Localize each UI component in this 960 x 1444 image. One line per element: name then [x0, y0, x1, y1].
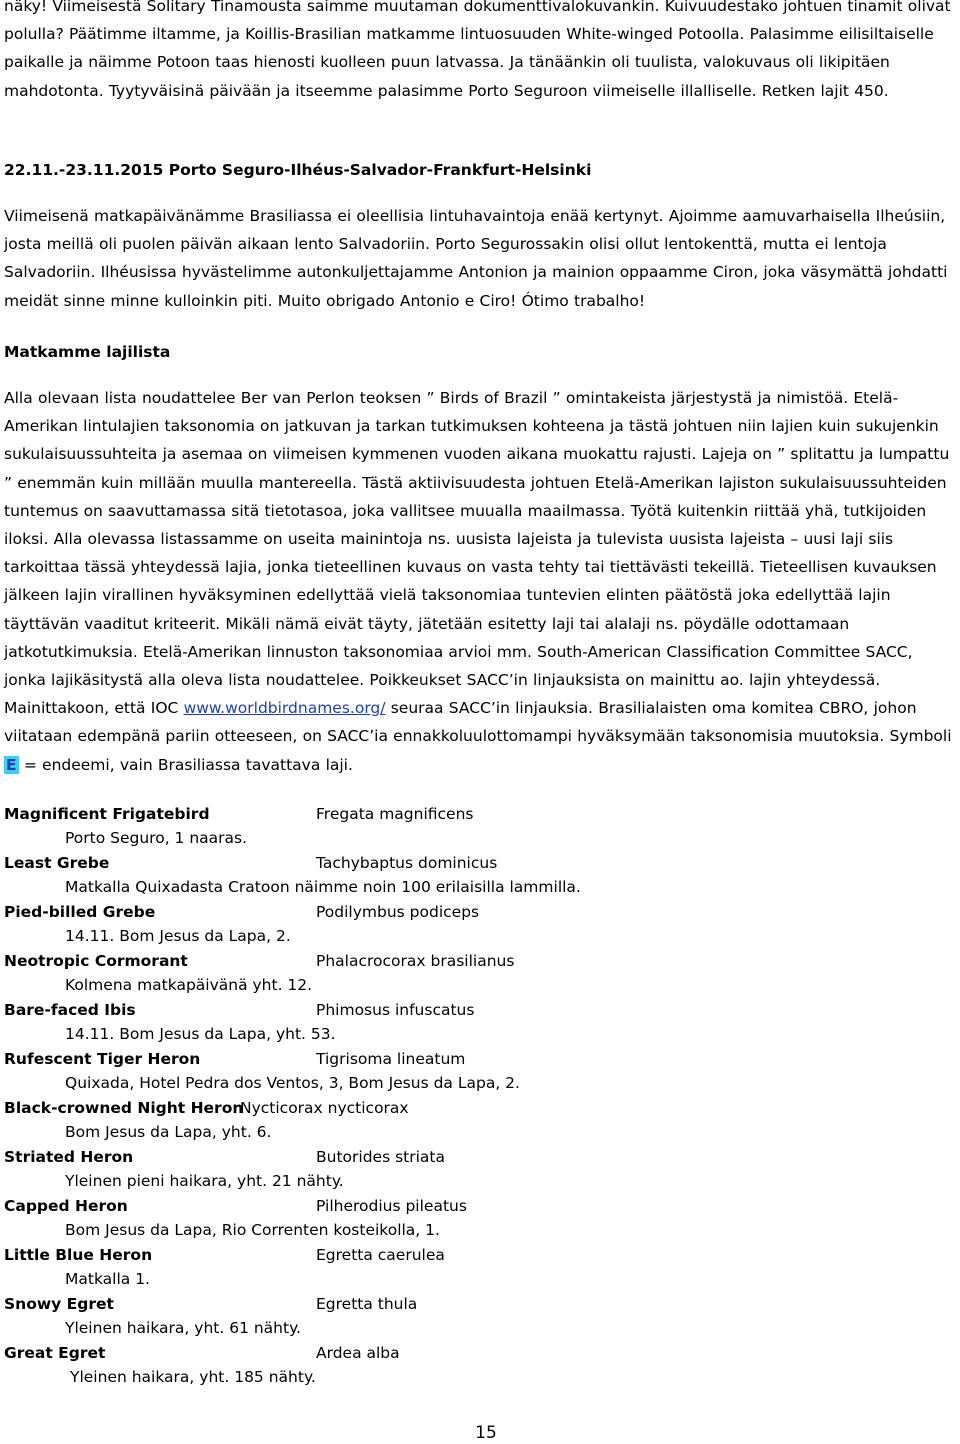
last-day-heading: 22.11.-23.11.2015 Porto Seguro-Ilhéus-Salvador-Frankfurt-Helsinki [4, 161, 592, 179]
species-scientific-name: Pilherodius pileatus [316, 1197, 467, 1215]
species-scientific-name: Butorides striata [316, 1148, 445, 1166]
species-entry [4, 1292, 954, 1341]
species-scientific-name: Tigrisoma lineatum [316, 1050, 466, 1068]
species-note: 14.11. Bom Jesus da Lapa, yht. 53. [65, 1025, 336, 1043]
species-common-name: Least Grebe [4, 854, 110, 872]
species-scientific-name: Tachybaptus dominicus [316, 854, 498, 872]
taxonomy-text-2: seuraa SACC’in linjauksia. Brasilialaisten oma komitea CBRO, johon viitataan edempänä pariin otteeseen, on SACC’ia ennakkoluulottomampi hyväksymään taksonomisia muutoksia. Symboli [4, 699, 952, 746]
species-entry [4, 1096, 954, 1145]
species-common-name: Striated Heron [4, 1148, 134, 1166]
species-entry [4, 1047, 954, 1096]
taxonomy-paragraph [4, 384, 954, 779]
species-note: Porto Seguro, 1 naaras. [65, 829, 248, 847]
intro-paragraph: näky! Viimeisestä Solitary Tinamousta saimme muutaman dokumenttivalokuvankin. Kuivuudestako johtuen tinamit olivat polulla? Päätimme iltamme, ja Koillis-Brasilian matkamme lintuosuuden White-winged Potoolla. Palasimme eilisiltaiselle paikalle ja näimme Potoon taas hienosti kuolleen puun latvassa. Ja tänäänkin oli tuulista, valokuvaus oli likipitäen mahdotonta. Tyytyväisinä päivään ja itseemme palasimme Porto Seguroon viimeiselle illalliselle. Retken lajit 450. [4, 0, 951, 100]
species-note: Bom Jesus da Lapa, Rio Correnten kosteikolla, 1. [65, 1221, 440, 1239]
species-scientific-name: Podilymbus podiceps [316, 903, 480, 921]
species-scientific-name: Fregata magnificens [316, 805, 474, 823]
species-note: Yleinen haikara, yht. 61 nähty. [65, 1319, 301, 1337]
species-scientific-name: Egretta caerulea [316, 1246, 445, 1264]
species-note: Kolmena matkapäivänä yht. 12. [65, 976, 313, 994]
species-common-name: Great Egret [4, 1344, 106, 1362]
species-list [4, 802, 954, 1390]
species-common-name: Bare-faced Ibis [4, 1001, 136, 1019]
page-number: 15 [475, 1423, 497, 1443]
taxonomy-text-1: Alla olevaan lista noudattelee Ber van Perlon teoksen ” Birds of Brazil ” omintakeista järjestystä ja nimistöä. Etelä-Amerikan lintulajien taksonomia on jatkuvan ja tarkan tutkimuksen kohteena ja tästä johtuen niin lajien kuin sukujenkin sukulaisuussuhteita ja asemaa on viimeisen kymmenen vuoden aikana muokattu rajusti. Lajeja on ” splitattu ja lumpattu ” enemmän kuin millään muulla mantereella. Tästä aktiivisuudesta johtuen Etelä-Amerikan lajiston sukulaisuussuhteiden tuntemus on saavuttamassa sitä tietotasoa, joka vallitsee muualla maailmassa. Työtä kuitenkin riittää yhä, tutkijoiden iloksi. Alla olevassa listassamme on useita mainintoja ns. uusista lajeista ja tulevista uusista lajeista – uusi laji siis tarkoittaa tässä yhteydessä lajia, jonka tieteellinen kuvaus on vasta tehty tai tiettävästi tekeillä. Tieteellisen kuvauksen jälkeen lajin virallinen hyväksyminen edellyttää vielä taksonomiaa tuntevien elinten päätöstä joka edellyttää lajin täyttävän vaaditut kriteerit. Mikäli nämä eivät täyty, jätetään esitetty laji tai alalaji ns. pöydälle odottamaan jatkotutkimuksia. Etelä-Amerikan linnuston taksonomiaa arvioi mm. South-American Classification Committee SACC, jonka lajikäsitystä alla oleva lista noudattelee. Poikkeukset SACC’in linjauksista on mainittu ao. lajin yhteydessä. Mainittakoon, että IOC [4, 389, 950, 718]
species-common-name: Magnificent Frigatebird [4, 805, 210, 823]
species-common-name: Capped Heron [4, 1197, 128, 1215]
species-common-name: Black-crowned Night Heron [4, 1099, 244, 1117]
species-note: Matkalla 1. [65, 1270, 150, 1288]
species-entry [4, 1194, 954, 1243]
species-note: 14.11. Bom Jesus da Lapa, 2. [65, 927, 291, 945]
species-scientific-name: Egretta thula [316, 1295, 418, 1313]
species-entry [4, 851, 954, 900]
species-note: Quixada, Hotel Pedra dos Ventos, 3, Bom Jesus da Lapa, 2. [65, 1074, 520, 1092]
species-entry [4, 998, 954, 1047]
species-entry [4, 949, 954, 998]
species-common-name: Snowy Egret [4, 1295, 114, 1313]
species-list-heading: Matkamme lajilista [4, 343, 171, 361]
species-common-name: Pied-billed Grebe [4, 903, 156, 921]
species-entry [4, 1341, 954, 1390]
species-scientific-name: Ardea alba [316, 1344, 400, 1362]
species-note: Bom Jesus da Lapa, yht. 6. [65, 1123, 272, 1141]
species-entry [4, 900, 954, 949]
species-common-name: Little Blue Heron [4, 1246, 153, 1264]
species-entry [4, 802, 954, 851]
species-note: Yleinen pieni haikara, yht. 21 nähty. [65, 1172, 344, 1190]
endemic-symbol: E [6, 755, 17, 774]
species-entry [4, 1243, 954, 1292]
species-entry [4, 1145, 954, 1194]
species-note: Matkalla Quixadasta Cratoon näimme noin 100 erilaisilla lammilla. [65, 878, 581, 896]
worldbirdnames-link[interactable]: www.worldbirdnames.org/ [183, 699, 386, 718]
species-scientific-name: Phalacrocorax brasilianus [316, 952, 515, 970]
last-day-paragraph: Viimeisenä matkapäivänämme Brasiliassa ei oleellisia lintuhavaintoja enää kertynyt. Ajoimme aamuvarhaisella Ilheúsiin, josta meillä oli puolen päivän aikaan lento Salvadoriin. Porto Segurossakin olisi ollut lentokenttä, mutta ei lentoja Salvadoriin. Ilhéusissa hyvästelimme autonkuljettajamme Antonion ja mainion oppaamme Ciron, joka väsymättä johdatti meidät sinne minne kulloinkin piti. Muito obrigado Antonio e Ciro! Ótimo trabalho! [4, 207, 948, 310]
species-common-name: Rufescent Tiger Heron [4, 1050, 201, 1068]
species-scientific-name: Nycticorax nycticorax [240, 1099, 409, 1117]
species-scientific-name: Phimosus infuscatus [316, 1001, 475, 1019]
species-note: Yleinen haikara, yht. 185 nähty. [70, 1368, 316, 1386]
taxonomy-text-3: = endeemi, vain Brasiliassa tavattava laji. [18, 755, 353, 774]
species-common-name: Neotropic Cormorant [4, 952, 188, 970]
